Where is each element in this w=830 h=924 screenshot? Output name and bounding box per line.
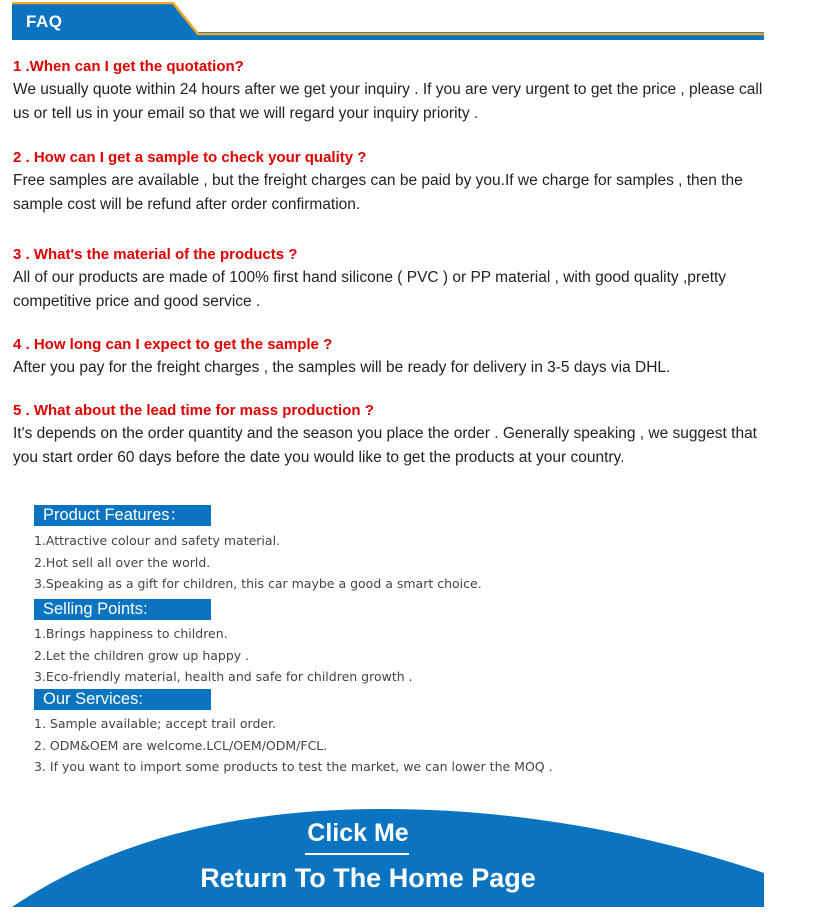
faq-header-graphic	[12, 2, 764, 42]
list-item: 2.Let the children grow up happy .	[34, 647, 250, 663]
list-item: 2.Hot sell all over the world.	[34, 554, 211, 570]
list-item: 1. Sample available; accept trail order.	[34, 716, 277, 731]
faq-question: 2 . How can I get a sample to check your quality ?	[13, 149, 367, 166]
our-services-title: Our Services:	[34, 689, 211, 710]
faq-title: FAQ	[26, 12, 63, 31]
return-home-link[interactable]: Return To The Home Page	[200, 863, 536, 893]
faq-question: 1 .When can I get the quotation?	[13, 58, 244, 75]
click-me-label[interactable]: Click Me	[307, 819, 409, 847]
faq-item	[13, 400, 773, 470]
faq-answer: We usually quote within 24 hours after we get your inquiry . If you are very urgent to get the price , please call us or tell us in your email so that we will regard your inquiry priority .	[13, 81, 763, 122]
faq-header	[12, 2, 764, 42]
list-item: 3.Eco-friendly material, health and safe for children growth .	[34, 669, 413, 684]
faq-answer: After you pay for the freight charges , the samples will be ready for delivery in 3-5 days via DHL.	[13, 359, 671, 376]
list-item: 2. ODM&OEM are welcome.LCL/OEM/ODM/FCL.	[34, 737, 328, 753]
list-item: 3. If you want to import some products to test the market, we can lower the MOQ .	[34, 759, 553, 774]
faq-item	[13, 56, 773, 126]
product-features-title: Product Features：	[34, 505, 211, 526]
faq-answer: Free samples are available , but the freight charges can be paid by you.If we charge for samples , then the sample cost will be refund after order confirmation.	[13, 172, 743, 213]
selling-points-title: Selling Points:	[34, 599, 211, 620]
faq-question: 5 . What about the lead time for mass production ?	[13, 402, 374, 419]
selling-points-list	[34, 623, 413, 688]
faq-item	[13, 244, 773, 314]
faq-answer: All of our products are made of 100% first hand silicone ( PVC ) or PP material , with good quality ,pretty competitive price and good service .	[13, 269, 727, 310]
list-item: 3.Speaking as a gift for children, this car maybe a good a smart choice.	[34, 576, 482, 591]
faq-item	[13, 334, 773, 380]
list-item: 1.Attractive colour and safety material.	[34, 533, 281, 548]
list-item: 1.Brings happiness to children.	[34, 626, 228, 641]
product-features-list	[34, 530, 482, 595]
our-services-list	[34, 713, 553, 778]
underline-divider	[305, 853, 409, 855]
faq-question: 4 . How long can I expect to get the sample ?	[13, 336, 333, 353]
faq-answer: It's depends on the order quantity and the season you place the order . Generally speaking , we suggest that you start order 60 days before the date you would like to get the products at your country.	[13, 425, 757, 466]
return-home-banner[interactable]	[12, 797, 764, 907]
faq-item	[13, 147, 773, 217]
faq-question: 3 . What's the material of the products ?	[13, 246, 298, 263]
